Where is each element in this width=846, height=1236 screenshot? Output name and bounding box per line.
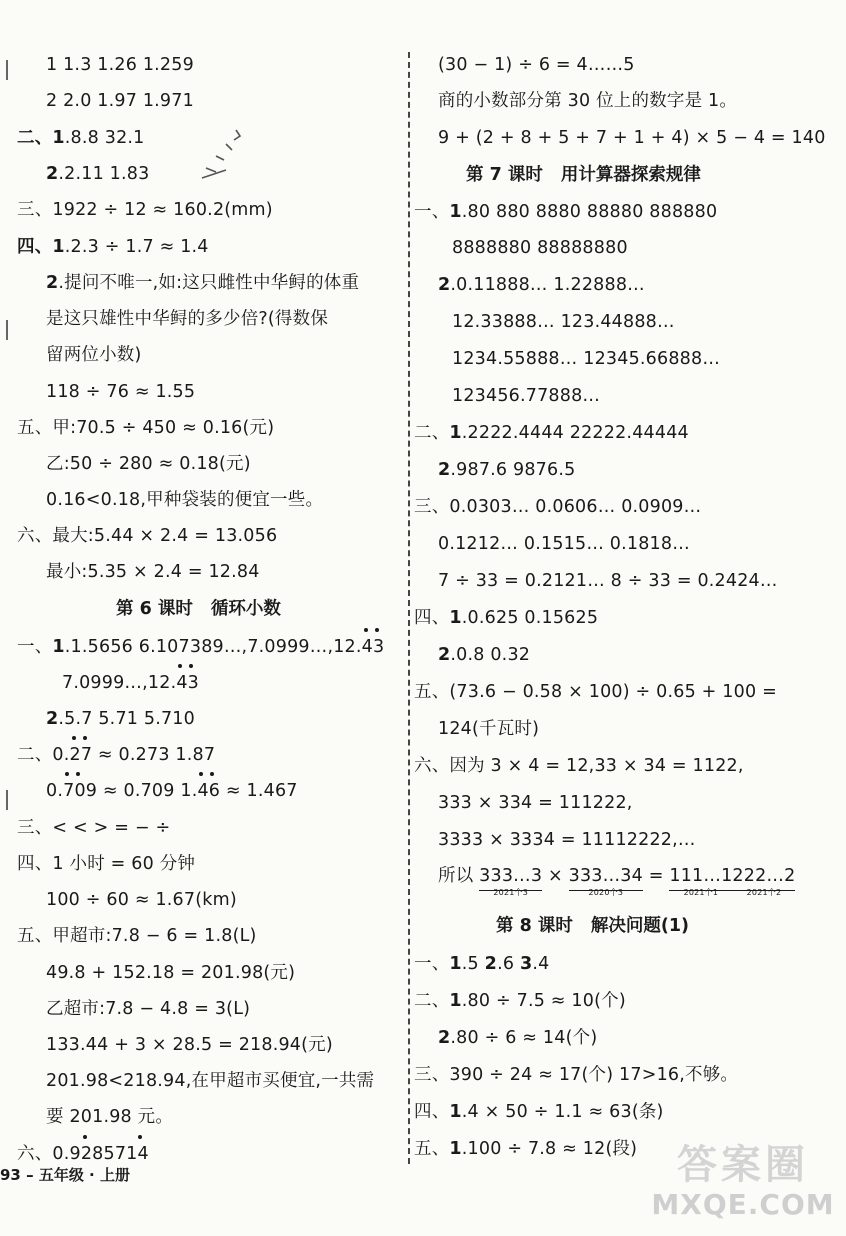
answer-line: 五、(73.6 − 0.58 × 100) ÷ 0.65 + 100 = bbox=[414, 682, 777, 702]
column-divider bbox=[408, 52, 410, 1164]
answer-line bbox=[62, 671, 199, 695]
answer-line bbox=[438, 458, 575, 482]
answer-line bbox=[414, 952, 549, 976]
answer-text: .6 bbox=[497, 954, 520, 974]
answer-line: 201.98<218.94,在甲超市买便宜,一共需 bbox=[46, 1071, 375, 1091]
watermark-logo: 答案圈 bbox=[677, 1142, 809, 1188]
answer-line: 0.1212… 0.1515… 0.1818… bbox=[438, 534, 690, 554]
answer-text: 二、0. bbox=[17, 745, 70, 765]
answer-line: 四、1 小时 = 60 分钟 bbox=[17, 854, 196, 874]
answer-text: .987.6 9876.5 bbox=[450, 460, 576, 480]
answer-line: 100 ÷ 60 ≈ 1.67(km) bbox=[46, 890, 237, 910]
answer-text: .1.5656 6.107389…,7.0999…,12. bbox=[64, 637, 362, 657]
brace-count-label: 2021个3 bbox=[493, 888, 529, 897]
item-number: 2 bbox=[46, 709, 59, 729]
brace-group: 333…34 2020个3 bbox=[568, 866, 643, 897]
lesson-heading bbox=[496, 914, 689, 938]
answer-line: 三、1922 ÷ 12 ≈ 160.2(mm) bbox=[17, 200, 273, 220]
item-number: 1 bbox=[52, 637, 65, 657]
item-number: 1 bbox=[449, 423, 462, 443]
answer-line: 是这只雄性中华鲟的多少倍?(得数保 bbox=[46, 309, 329, 329]
answer-line bbox=[438, 273, 645, 297]
answer-text: .5 bbox=[461, 954, 485, 974]
answer-line: 123456.77888… bbox=[452, 386, 601, 406]
answer-line: 1234.55888… 12345.66888… bbox=[452, 349, 721, 369]
answer-line: 留两位小数) bbox=[46, 345, 142, 365]
answer-line: 133.44 + 3 × 28.5 = 218.94(元) bbox=[46, 1035, 333, 1055]
section-number: 一、 bbox=[17, 637, 53, 657]
answer-line: 124(千瓦时) bbox=[438, 719, 540, 739]
lesson-title: 循环小数 bbox=[210, 599, 281, 619]
answer-line bbox=[414, 989, 626, 1013]
answer-line bbox=[46, 779, 298, 803]
answer-line bbox=[46, 271, 359, 295]
answer-line bbox=[17, 126, 145, 150]
item-number: 1 bbox=[52, 128, 65, 148]
answer-line: 乙超市:7.8 − 4.8 = 3(L) bbox=[46, 999, 251, 1019]
repeating-digits: 285714 bbox=[81, 1142, 149, 1166]
site-watermark bbox=[648, 1142, 838, 1232]
repeating-digits: 70 bbox=[63, 779, 86, 803]
answer-line: 0.16<0.18,甲种袋装的便宜一些。 bbox=[46, 490, 324, 510]
answer-line: 五、甲:70.5 ÷ 450 ≈ 0.16(元) bbox=[17, 418, 275, 438]
answer-text: .4 bbox=[532, 954, 550, 974]
answer-line bbox=[17, 1142, 149, 1166]
answer-line: 最小:5.35 × 2.4 = 12.84 bbox=[46, 562, 260, 582]
section-number: 二、 bbox=[17, 128, 53, 148]
answer-text: .0.625 0.15625 bbox=[461, 608, 599, 628]
answer-line: (30 − 1) ÷ 6 = 4……5 bbox=[438, 55, 635, 75]
answer-line bbox=[438, 643, 530, 667]
answer-line: 五、甲超市:7.8 − 6 = 1.8(L) bbox=[17, 926, 257, 946]
answer-line: 3333 × 3334 = 11112222,… bbox=[438, 830, 696, 850]
answer-text: .80 ÷ 6 ≈ 14(个) bbox=[450, 1028, 598, 1048]
item-number: 1 bbox=[449, 1139, 462, 1159]
answer-text: 0. bbox=[46, 781, 64, 801]
answer-line: 六、因为 3 × 4 = 12,33 × 34 = 1122, bbox=[414, 756, 744, 776]
item-number: 1 bbox=[449, 991, 462, 1011]
answer-text: .提问不唯一,如:这只雌性中华鲟的体重 bbox=[58, 273, 360, 293]
brace-count-label: 2021个2 bbox=[746, 888, 782, 897]
lesson-heading bbox=[116, 597, 281, 621]
answer-line: 8888880 88888880 bbox=[452, 238, 628, 258]
item-number: 2 bbox=[484, 954, 498, 974]
lesson-title: 解决问题(1) bbox=[590, 916, 690, 936]
answer-text: .5.7 5.71 5.710 bbox=[58, 709, 195, 729]
brace-group: 222…2 2021个2 bbox=[732, 866, 796, 897]
answer-line: 三、390 ÷ 24 ≈ 17(个) 17>16,不够。 bbox=[414, 1065, 739, 1085]
edge-mark bbox=[6, 790, 8, 810]
section-number: 五、 bbox=[414, 1139, 450, 1159]
answer-line bbox=[17, 743, 215, 767]
repeating-digits: 43 bbox=[176, 671, 199, 695]
section-number: 一、 bbox=[414, 954, 450, 974]
lesson-heading bbox=[466, 163, 701, 187]
answer-text: = bbox=[642, 866, 670, 886]
answer-text: ≈ 0.273 1.87 bbox=[92, 745, 216, 765]
answer-line: 三、< < > = − ÷ bbox=[17, 818, 171, 838]
item-number: 2 bbox=[438, 1028, 451, 1048]
answer-line bbox=[17, 635, 384, 659]
answer-line: 商的小数部分第 30 位上的数字是 1。 bbox=[438, 91, 738, 111]
item-number: 3 bbox=[519, 954, 533, 974]
brace-count-label: 2021个1 bbox=[683, 888, 719, 897]
item-number: 2 bbox=[438, 645, 451, 665]
answer-line: 49.8 + 152.18 = 201.98(元) bbox=[46, 963, 296, 983]
answer-line bbox=[414, 200, 717, 224]
answer-text: .0.11888… 1.22888… bbox=[450, 275, 645, 295]
item-number: 1 bbox=[52, 237, 65, 257]
answer-line: 9 + (2 + 8 + 5 + 7 + 1 + 4) × 5 − 4 = 140 bbox=[438, 128, 826, 148]
answer-line bbox=[46, 707, 195, 731]
answer-line: 118 ÷ 76 ≈ 1.55 bbox=[46, 382, 196, 402]
section-number: 二、 bbox=[414, 991, 450, 1011]
answer-line bbox=[414, 1100, 664, 1124]
answer-line: 乙:50 ÷ 280 ≈ 0.18(元) bbox=[46, 454, 251, 474]
brace-group: 111…1 2021个1 bbox=[669, 866, 733, 897]
item-number: 2 bbox=[46, 164, 59, 184]
brace-group: 333…3 2021个3 bbox=[479, 866, 543, 897]
answer-text: .8.8 32.1 bbox=[64, 128, 145, 148]
answer-line: 7 ÷ 33 = 0.2121… 8 ÷ 33 = 0.2424… bbox=[438, 571, 778, 591]
answer-line bbox=[414, 606, 598, 630]
answer-text: 7.0999…,12. bbox=[62, 673, 177, 693]
item-number: 1 bbox=[449, 202, 462, 222]
item-number: 2 bbox=[438, 460, 451, 480]
answer-text: .0.8 0.32 bbox=[450, 645, 531, 665]
answer-text: ≈ 1.467 bbox=[220, 781, 298, 801]
item-number: 1 bbox=[449, 954, 462, 974]
section-number: 四、 bbox=[414, 1102, 450, 1122]
answer-line bbox=[438, 864, 796, 897]
item-number: 1 bbox=[449, 608, 462, 628]
watermark-domain: MXQE.COM bbox=[651, 1188, 835, 1221]
repeating-digits: 27 bbox=[70, 743, 93, 767]
answer-text: .100 ÷ 7.8 ≈ 12(段) bbox=[461, 1139, 638, 1159]
answer-line: 三、0.0303… 0.0606… 0.0909… bbox=[414, 497, 702, 517]
edge-mark bbox=[6, 60, 8, 80]
lesson-number: 第 7 课时 bbox=[466, 165, 543, 185]
answer-text: × bbox=[542, 866, 569, 886]
answer-line: 333 × 334 = 111222, bbox=[438, 793, 633, 813]
brace-count-label: 2020个3 bbox=[588, 888, 624, 897]
answer-line bbox=[46, 162, 149, 186]
answer-line: 1 1.3 1.26 1.259 bbox=[46, 55, 194, 75]
answer-line bbox=[414, 421, 689, 445]
answer-line: 要 201.98 元。 bbox=[46, 1107, 174, 1127]
answer-text: .80 ÷ 7.5 ≈ 10(个) bbox=[461, 991, 626, 1011]
section-number: 二、 bbox=[414, 423, 450, 443]
answer-text: 所以 bbox=[438, 866, 480, 886]
item-number: 2 bbox=[438, 275, 451, 295]
item-number: 1 bbox=[449, 1102, 462, 1122]
answer-text: .4 × 50 ÷ 1.1 ≈ 63(条) bbox=[461, 1102, 664, 1122]
section-number: 四、 bbox=[17, 237, 53, 257]
answer-text: .80 880 8880 88880 888880 bbox=[461, 202, 718, 222]
repeating-digits: 46 bbox=[197, 779, 220, 803]
answer-line bbox=[17, 235, 209, 259]
lesson-title: 用计算器探索规律 bbox=[560, 165, 701, 185]
answer-text: .2.3 ÷ 1.7 ≈ 1.4 bbox=[64, 237, 209, 257]
pencil-scribble-icon bbox=[196, 126, 246, 186]
repeating-digits: 43 bbox=[362, 635, 385, 659]
answer-line: 六、最大:5.44 × 2.4 = 13.056 bbox=[17, 526, 278, 546]
section-number: 四、 bbox=[414, 608, 450, 628]
answer-line: 12.33888… 123.44888… bbox=[452, 312, 675, 332]
item-number: 2 bbox=[46, 273, 59, 293]
edge-mark bbox=[6, 320, 8, 340]
lesson-number: 第 6 课时 bbox=[116, 599, 193, 619]
answer-text: 六、0.9 bbox=[17, 1144, 81, 1164]
answer-line: 2 2.0 1.97 1.971 bbox=[46, 91, 194, 111]
answer-text: 9 ≈ 0.709 1. bbox=[85, 781, 198, 801]
page-footer: 93 – 五年级 · 上册 bbox=[0, 1166, 130, 1184]
lesson-number: 第 8 课时 bbox=[496, 916, 573, 936]
answer-line bbox=[414, 1137, 637, 1161]
answer-line bbox=[438, 1026, 597, 1050]
section-number: 一、 bbox=[414, 202, 450, 222]
answer-text: .2222.4444 22222.44444 bbox=[461, 423, 689, 443]
answer-text: .2.11 1.83 bbox=[58, 164, 150, 184]
